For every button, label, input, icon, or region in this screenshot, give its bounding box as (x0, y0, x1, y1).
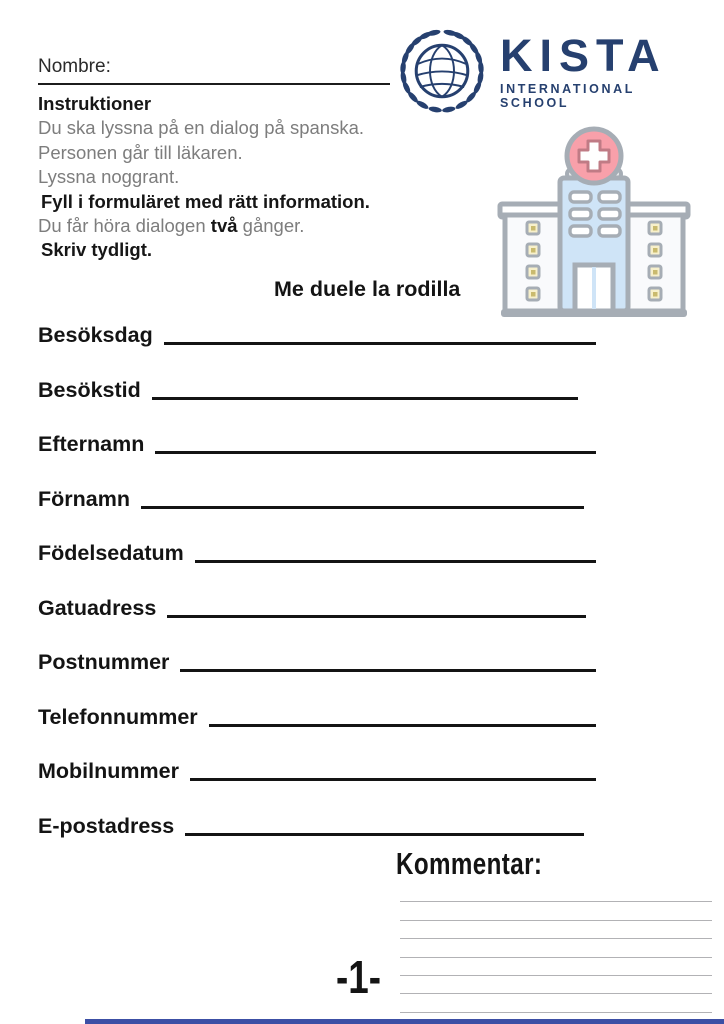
form-field-postnummer (38, 647, 596, 675)
form-field-besoksdag (38, 320, 596, 348)
field-label: E-postadress (38, 814, 175, 838)
instruction-line: Fyll i formuläret med rätt information. (41, 190, 370, 212)
instructions-block (38, 92, 478, 263)
logo-title: KISTA (500, 29, 667, 81)
instructions-heading: Instruktioner (38, 93, 152, 114)
nombre-write-line (38, 83, 390, 85)
form-field-fornamn (38, 484, 596, 512)
field-label: Efternamn (38, 432, 145, 456)
field-label: Gatuadress (38, 596, 157, 620)
form-field-epostadress (38, 811, 596, 839)
instruction-line: Du får höra dialogen två gånger. (38, 215, 305, 237)
form-field-telefonnummer (38, 702, 596, 730)
comment-line (400, 958, 712, 976)
comment-line (400, 976, 712, 994)
field-write-line (209, 724, 596, 727)
comment-line (400, 884, 712, 902)
page-number: -1- (336, 951, 381, 1003)
dialog-title: Me duele la rodilla (274, 277, 461, 301)
form-field-fodelsedatum (38, 538, 596, 566)
comment-line (400, 994, 712, 1012)
field-label: Postnummer (38, 650, 170, 674)
field-label: Besöksdag (38, 323, 153, 347)
field-write-line (185, 833, 584, 836)
field-label: Födelsedatum (38, 541, 184, 565)
form-field-besokstid (38, 375, 596, 403)
comment-line (400, 902, 712, 920)
field-label: Förnamn (38, 487, 130, 511)
instruction-line: Du ska lyssna på en dialog på spanska. (38, 117, 365, 139)
instruction-line: Skriv tydligt. (41, 239, 153, 261)
kommentar-label: Kommentar: (396, 846, 543, 881)
form-field-gatuadress (38, 593, 596, 621)
field-write-line (152, 397, 578, 400)
field-label: Besökstid (38, 378, 141, 402)
field-write-line (180, 669, 596, 672)
hospital-building-illustration (490, 126, 698, 324)
field-write-line (164, 342, 596, 345)
instruction-line: Lyssna noggrant. (38, 166, 180, 188)
comment-line (400, 939, 712, 957)
logo-subtitle: INTERNATIONAL SCHOOL (500, 81, 635, 110)
field-label: Mobilnummer (38, 759, 179, 783)
field-write-line (167, 615, 586, 618)
field-write-line (190, 778, 596, 781)
bottom-accent-bar (85, 1019, 724, 1024)
comment-line (400, 921, 712, 939)
nombre-label: Nombre: (38, 56, 111, 77)
field-label: Telefonnummer (38, 705, 198, 729)
form-field-mobilnummer (38, 756, 596, 784)
field-write-line (195, 560, 596, 563)
instruction-line: Personen går till läkaren. (38, 141, 243, 163)
field-write-line (155, 451, 596, 454)
comment-write-lines (400, 884, 712, 1013)
form-field-efternamn (38, 429, 596, 457)
field-write-line (141, 506, 584, 509)
